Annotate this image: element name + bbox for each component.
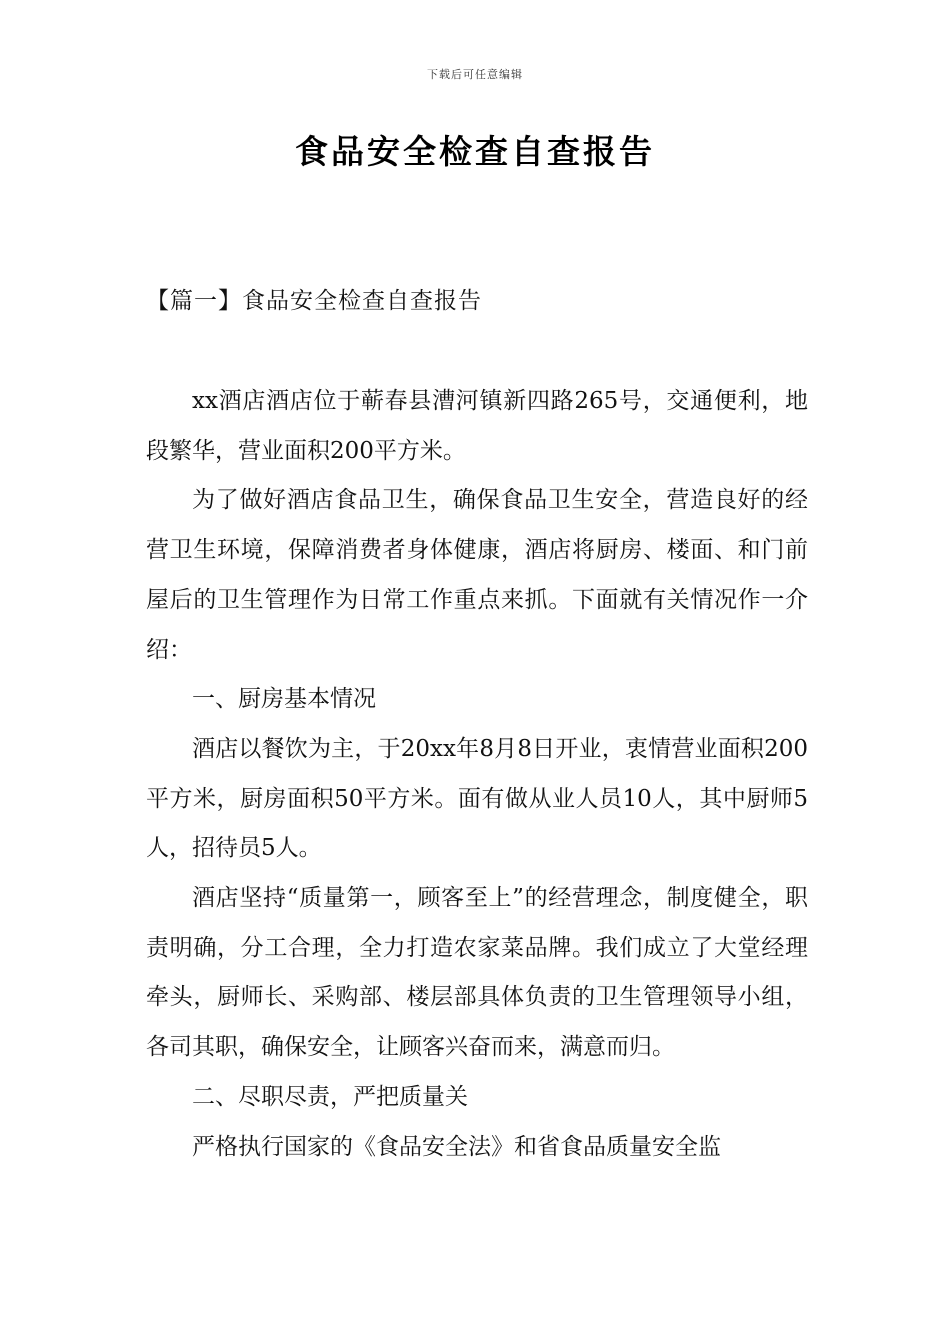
subheading-quality: 二、尽职尽责，严把质量关 [192,1083,468,1110]
document-title: 食品安全检查自查报告 [295,132,655,171]
paragraph-purpose: 为了做好酒店食品卫生，确保食品卫生安全，营造良好的经营卫生环境，保障消费者身体健康，酒店将厨房、楼面、和门前屋后的卫生管理作为日常工作重点来抓。下面就有关情况作一介绍： [146,487,808,663]
document-body [146,377,808,1172]
subheading-kitchen: 一、厨房基本情况 [192,686,376,713]
section-heading: 【篇一】食品安全检查自查报告 [146,288,482,314]
paragraph-management: 酒店坚持“质量第一，顾客至上”的经营理念，制度健全，职责明确，分工合理，全力打造农家菜品牌。我们成立了大堂经理牵头，厨师长、采购部、楼层部具体负责的卫生管理领导小组，各司其职，确保安全，让顾客兴奋而来，满意而归。 [146,885,808,1061]
header-note: 下载后可任意编辑 [427,68,523,81]
paragraph-law: 严格执行国家的《食品安全法》和省食品质量安全监 [192,1133,721,1160]
paragraph-kitchen: 酒店以餐饮为主，于20xx年8月8日开业，衷情营业面积200平方米，厨房面积50平方米。面有做从业人员10人，其中厨师5人，招待员5人。 [146,735,808,862]
paragraph-intro: xx酒店酒店位于蕲春县漕河镇新四路265号，交通便利，地段繁华，营业面积200平方米。 [146,388,808,464]
